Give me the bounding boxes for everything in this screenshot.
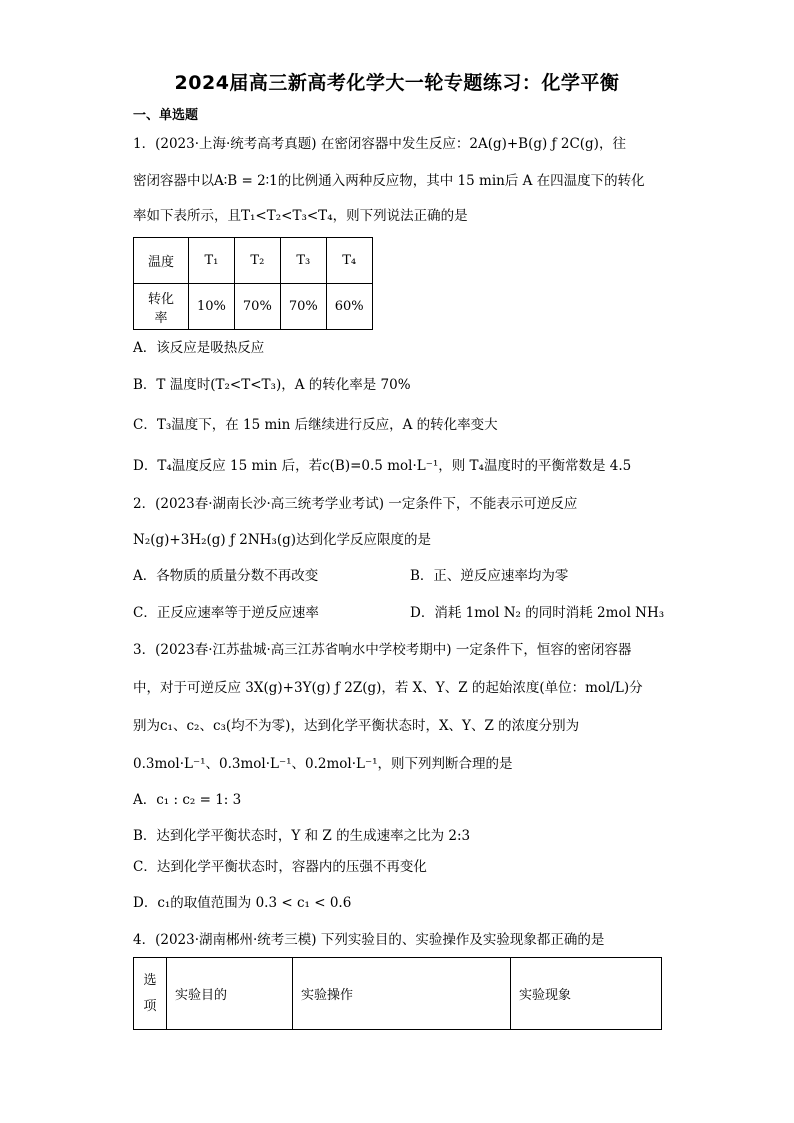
table-header-cell: [134, 958, 167, 1030]
q3-option-c: C．达到化学平衡状态时，容器内的压强不再变化: [133, 859, 427, 875]
table-cell: T₄: [326, 238, 372, 284]
q1-line1: 1．(2023·上海·统考高考真题) 在密闭容器中发生反应：2A(g)+B(g) ƒ 2C(g)，往: [133, 136, 626, 152]
q4-table: [133, 957, 662, 1030]
q1-line3: 率如下表所示，且T₁<T₂<T₃<T₄，则下列说法正确的是: [133, 208, 468, 224]
q2-option-c: C．正反应速率等于逆反应速率: [133, 605, 319, 621]
table-cell: 转化率: [134, 284, 189, 330]
q3-line4: 0.3mol·L⁻¹、0.3mol·L⁻¹、0.2mol·L⁻¹，则下列判断合理的是: [133, 756, 513, 772]
page-title: 2024届高三新高考化学大一轮专题练习：化学平衡: [174, 72, 620, 94]
table-row: [134, 284, 373, 330]
q2-line2: N₂(g)+3H₂(g) ƒ 2NH₃(g)达到化学反应限度的是: [133, 532, 432, 548]
table-row: [134, 958, 662, 1030]
q2-option-a: A．各物质的质量分数不再改变: [133, 568, 319, 584]
table-cell: 70%: [234, 284, 280, 330]
section-heading: 一、单选题: [133, 108, 199, 123]
q1-option-b: B．T 温度时(T₂<T<T₃)，A 的转化率是 70%: [133, 377, 411, 393]
table-cell: 70%: [280, 284, 326, 330]
q2-option-d: D．消耗 1mol N₂ 的同时消耗 2mol NH₃: [410, 605, 665, 621]
q1-table: [133, 237, 373, 330]
header-option-label: 选 项: [143, 972, 157, 1014]
q3-line2: 中，对于可逆反应 3X(g)+3Y(g) ƒ 2Z(g)，若 X、Y、Z 的起始浓度(单位：mol/L)分: [133, 680, 643, 696]
q1-option-a: A．该反应是吸热反应: [133, 340, 265, 356]
q4-line1: 4．(2023·湖南郴州·统考三模) 下列实验目的、实验操作及实验现象都正确的是: [133, 932, 605, 948]
q1-line2: 密闭容器中以A∶B = 2∶1的比例通入两种反应物，其中 15 min后 A 在四温度下的转化: [133, 173, 645, 189]
table-header-cell: 实验目的: [167, 958, 293, 1030]
q2-option-b: B．正、逆反应速率均为零: [410, 568, 569, 584]
q3-option-d: D．c₁的取值范围为 0.3 < c₁ < 0.6: [133, 895, 352, 911]
table-cell: T₁: [189, 238, 235, 284]
q3-option-a: A．c₁ : c₂ = 1: 3: [133, 792, 242, 808]
table-cell: 10%: [189, 284, 235, 330]
table-cell: 60%: [326, 284, 372, 330]
table-row: [134, 238, 373, 284]
q1-option-c: C．T₃温度下，在 15 min 后继续进行反应，A 的转化率变大: [133, 417, 498, 433]
table-cell: 温度: [134, 238, 189, 284]
table-cell: T₂: [234, 238, 280, 284]
q3-option-b: B．达到化学平衡状态时，Y 和 Z 的生成速率之比为 2:3: [133, 828, 471, 844]
q2-line1: 2．(2023春·湖南长沙·高三统考学业考试) 一定条件下，不能表示可逆反应: [133, 496, 578, 512]
table-header-cell: 实验操作: [293, 958, 511, 1030]
q1-option-d: D．T₄温度反应 15 min 后，若c(B)=0.5 mol·L⁻¹，则 T₄温度时的平衡常数是 4.5: [133, 458, 632, 474]
q3-line1: 3．(2023春·江苏盐城·高三江苏省响水中学校考期中) 一定条件下，恒容的密闭容器: [133, 642, 632, 658]
table-header-cell: 实验现象: [511, 958, 662, 1030]
table-cell: T₃: [280, 238, 326, 284]
q3-line3: 别为c₁、c₂、c₃(均不为零)，达到化学平衡状态时，X、Y、Z 的浓度分别为: [133, 718, 580, 734]
